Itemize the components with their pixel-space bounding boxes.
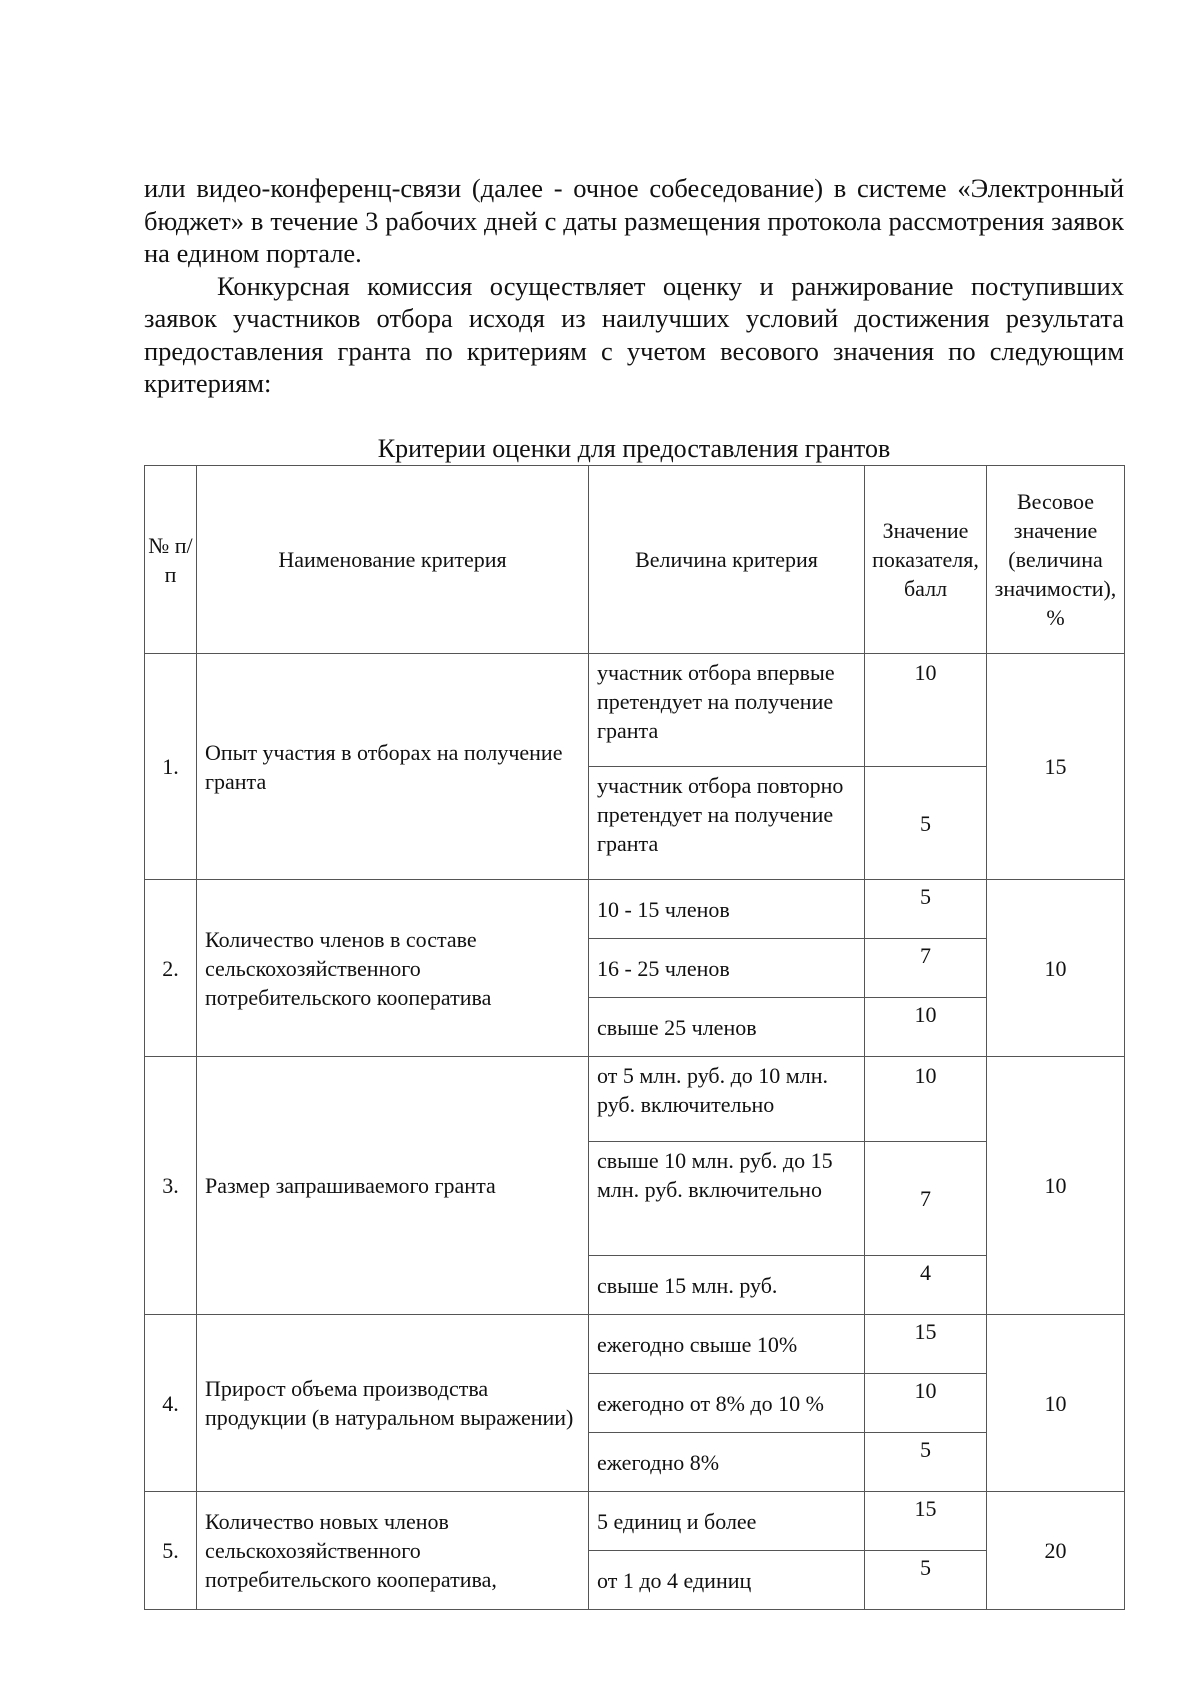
criterion-value: 5 единиц и более <box>589 1492 865 1551</box>
criterion-score: 5 <box>865 1433 987 1492</box>
criterion-value: от 5 млн. руб. до 10 млн. руб. включительно <box>589 1057 865 1142</box>
criterion-score: 4 <box>865 1256 987 1315</box>
criterion-weight: 10 <box>987 1057 1125 1315</box>
criterion-value: от 1 до 4 единиц <box>589 1551 865 1610</box>
criterion-score: 15 <box>865 1315 987 1374</box>
header-name: Наименование критерия <box>197 466 589 654</box>
criterion-name: Прирост объема производства продукции (в натуральном выражении) <box>197 1315 589 1492</box>
criterion-value: 10 - 15 членов <box>589 880 865 939</box>
criterion-value: участник отбора впервые претендует на получение гранта <box>589 654 865 767</box>
criterion-score: 5 <box>865 767 987 880</box>
header-weight: Весовое значение (величина значимости), % <box>987 466 1125 654</box>
criterion-score: 10 <box>865 1057 987 1142</box>
criterion-number: 1. <box>145 654 197 880</box>
criterion-score: 10 <box>865 998 987 1057</box>
criterion-score: 10 <box>865 654 987 767</box>
criterion-value: участник отбора повторно претендует на получение гранта <box>589 767 865 880</box>
table-row <box>145 1057 1125 1142</box>
criterion-name: Количество новых членов сельскохозяйственного потребительского кооператива, <box>197 1492 589 1610</box>
table-row <box>145 1315 1125 1374</box>
table-caption: Критерии оценки для предоставления грантов <box>377 434 891 463</box>
paragraph-continuation: или видео-конференц-связи (далее - очное собеседование) в системе «Электронный бюджет» в течение 3 рабочих дней с даты размещения протокола рассмотрения заявок на едином портале. <box>144 173 1124 268</box>
criterion-value: ежегодно от 8% до 10 % <box>589 1374 865 1433</box>
criterion-name: Опыт участия в отборах на получение гранта <box>197 654 589 880</box>
criteria-table <box>144 465 1125 1610</box>
criterion-weight: 20 <box>987 1492 1125 1610</box>
paragraph-criteria-intro: Конкурсная комиссия осуществляет оценку и ранжирование поступивших заявок участников отбора исходя из наилучших условий достижения результата предоставления гранта по критериям с учетом весового значения по следующим критериям: <box>144 270 1124 398</box>
header-num: № п/п <box>145 466 197 654</box>
criterion-number: 4. <box>145 1315 197 1492</box>
criterion-score: 10 <box>865 1374 987 1433</box>
criterion-weight: 10 <box>987 1315 1125 1492</box>
header-score: Значение показателя, балл <box>865 466 987 654</box>
criterion-score: 7 <box>865 939 987 998</box>
criterion-name: Размер запрашиваемого гранта <box>197 1057 589 1315</box>
header-value: Величина критерия <box>589 466 865 654</box>
criterion-value: свыше 15 млн. руб. <box>589 1256 865 1315</box>
criterion-number: 2. <box>145 880 197 1057</box>
criterion-value: ежегодно 8% <box>589 1433 865 1492</box>
criterion-number: 5. <box>145 1492 197 1610</box>
criterion-score: 5 <box>865 1551 987 1610</box>
criterion-value: свыше 25 членов <box>589 998 865 1057</box>
table-row <box>145 1492 1125 1551</box>
table-header-row <box>145 466 1125 654</box>
table-row <box>145 880 1125 939</box>
document-body <box>144 172 1124 400</box>
criterion-value: 16 - 25 членов <box>589 939 865 998</box>
criterion-weight: 15 <box>987 654 1125 880</box>
criterion-score: 7 <box>865 1142 987 1256</box>
criterion-value: свыше 10 млн. руб. до 15 млн. руб. включительно <box>589 1142 865 1256</box>
table-row <box>145 654 1125 767</box>
criterion-weight: 10 <box>987 880 1125 1057</box>
criterion-score: 15 <box>865 1492 987 1551</box>
criterion-name: Количество членов в составе сельскохозяйственного потребительского кооператива <box>197 880 589 1057</box>
criterion-number: 3. <box>145 1057 197 1315</box>
criterion-score: 5 <box>865 880 987 939</box>
criterion-value: ежегодно свыше 10% <box>589 1315 865 1374</box>
